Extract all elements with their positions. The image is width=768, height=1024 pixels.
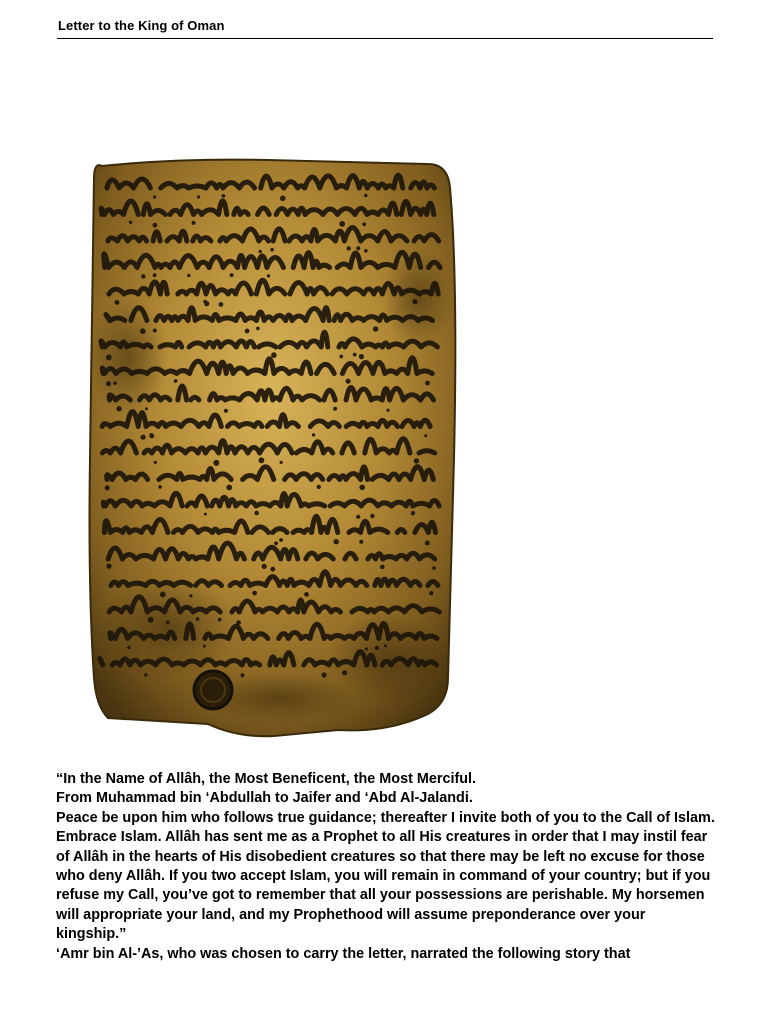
letter-text xyxy=(56,770,716,964)
script-dot xyxy=(127,646,130,649)
manuscript-image xyxy=(88,158,460,743)
script-dot xyxy=(304,592,309,597)
script-dot xyxy=(312,433,315,436)
script-dot xyxy=(280,461,283,464)
script-dot xyxy=(353,353,357,357)
script-line xyxy=(109,597,439,612)
script-dot xyxy=(432,566,436,570)
script-dot xyxy=(148,617,154,623)
script-dot xyxy=(140,328,146,334)
script-line xyxy=(106,308,433,321)
script-dot xyxy=(204,513,207,516)
script-dot xyxy=(222,194,226,198)
page-header xyxy=(57,16,713,39)
script-line xyxy=(101,201,434,215)
script-dot xyxy=(154,461,157,464)
script-dot xyxy=(187,274,190,277)
script-dot xyxy=(339,355,343,359)
script-dot xyxy=(219,302,224,307)
script-dot xyxy=(365,647,368,650)
script-dot xyxy=(106,381,111,386)
script-dot xyxy=(245,329,250,334)
script-dot xyxy=(359,540,363,544)
seal-mark xyxy=(194,671,232,709)
script-dot xyxy=(241,673,245,677)
script-dot xyxy=(429,591,433,595)
paragraph-from: From Muhammad bin ‘Abdullah to Jaifer and ‘Abd Al-Jalandi. xyxy=(56,790,473,807)
script-dot xyxy=(153,273,157,277)
script-dot xyxy=(141,435,146,440)
script-dot xyxy=(259,457,265,463)
script-line xyxy=(103,493,439,506)
script-dot xyxy=(370,514,374,518)
script-line xyxy=(102,412,430,427)
script-dot xyxy=(252,591,257,596)
script-dot xyxy=(153,195,156,198)
script-dot xyxy=(346,379,351,384)
script-dot xyxy=(149,434,154,439)
script-dot xyxy=(347,246,351,250)
script-dot xyxy=(174,379,178,383)
paragraph-amr: ‘Amr bin Al-’As, who was chosen to carry the letter, narrated the following story that xyxy=(56,945,631,962)
script-dot xyxy=(224,409,228,413)
manuscript-script xyxy=(88,158,460,743)
script-dot xyxy=(274,541,278,545)
script-dot xyxy=(339,221,345,227)
script-dot xyxy=(364,194,367,197)
script-dot xyxy=(115,300,120,305)
script-dot xyxy=(386,409,389,412)
script-dot xyxy=(196,617,200,621)
script-dot xyxy=(218,618,222,622)
script-dot xyxy=(106,564,111,569)
script-dot xyxy=(189,594,192,597)
script-dot xyxy=(414,458,419,463)
script-dot xyxy=(197,195,200,198)
script-dot xyxy=(334,539,339,544)
script-dot xyxy=(322,672,327,677)
script-line xyxy=(101,332,437,347)
script-line xyxy=(104,516,435,532)
script-dot xyxy=(362,222,366,226)
script-dot xyxy=(113,381,116,384)
script-dot xyxy=(144,673,147,676)
script-dot xyxy=(141,274,145,278)
script-line xyxy=(110,623,437,638)
script-dot xyxy=(145,407,148,410)
script-dot xyxy=(279,538,283,542)
script-line xyxy=(109,386,433,400)
script-dot xyxy=(356,515,360,519)
script-line xyxy=(108,543,435,559)
script-line xyxy=(102,439,434,453)
script-dot xyxy=(317,485,321,489)
script-dot xyxy=(359,354,364,359)
paragraph-peace: Peace be upon him who follows true guidance; thereafter I invite both of you to the Call of Islam. xyxy=(56,809,715,826)
script-dot xyxy=(192,221,196,225)
script-line xyxy=(104,252,440,267)
script-line xyxy=(111,572,438,586)
script-dot xyxy=(280,196,286,202)
script-dot xyxy=(411,511,415,515)
script-dot xyxy=(425,541,430,546)
script-dot xyxy=(230,273,234,277)
paragraph-basmala: “In the Name of Allâh, the Most Beneficent, the Most Merciful. xyxy=(56,771,477,787)
script-dot xyxy=(267,274,270,277)
script-dot xyxy=(270,248,274,252)
script-dot xyxy=(129,221,132,224)
script-dot xyxy=(259,250,262,253)
script-dot xyxy=(373,326,378,331)
script-dot xyxy=(342,670,347,675)
script-dot xyxy=(105,485,110,490)
script-line xyxy=(102,358,432,374)
script-line xyxy=(100,652,437,665)
script-dot xyxy=(158,485,162,489)
script-dot xyxy=(359,485,365,491)
script-dot xyxy=(226,485,232,491)
script-dot xyxy=(384,644,387,647)
script-dot xyxy=(204,301,209,306)
script-dot xyxy=(333,407,337,411)
script-dot xyxy=(213,460,219,466)
script-dot xyxy=(375,646,379,650)
script-dot xyxy=(270,567,275,572)
script-dot xyxy=(256,327,260,331)
script-dot xyxy=(160,592,166,598)
script-dot xyxy=(262,564,267,569)
script-dot xyxy=(356,246,360,250)
script-dot xyxy=(425,381,430,386)
script-dot xyxy=(424,434,427,437)
page-title: Letter to the King of Oman xyxy=(58,18,225,33)
paragraph-embrace: Embrace Islam. Allâh has sent me as a Prophet to all His creatures in order that I may instil fear of Allâh in the hearts of His disobedient creatures so that there may be left no excuse for those who deny Allâh. If you two accept Islam, you will remain in command of your country; but if you refuse my Call, you’ve got to remember that all your possessions are perishable. My horsemen will appropriate your land, and my Prophethood will assume preponderance over your kingship.” xyxy=(56,829,711,943)
script-dot xyxy=(412,299,417,304)
script-dot xyxy=(254,511,259,516)
script-dot xyxy=(116,406,121,411)
script-dot xyxy=(106,355,112,361)
script-line xyxy=(107,467,434,480)
script-dot xyxy=(153,223,158,228)
script-dot xyxy=(380,565,385,570)
script-dot xyxy=(203,645,206,648)
script-dot xyxy=(166,621,170,625)
script-line xyxy=(108,228,439,241)
script-dot xyxy=(153,329,157,333)
script-line xyxy=(107,175,435,188)
script-dot xyxy=(271,352,277,358)
script-line xyxy=(109,280,438,294)
script-dot xyxy=(364,249,368,253)
